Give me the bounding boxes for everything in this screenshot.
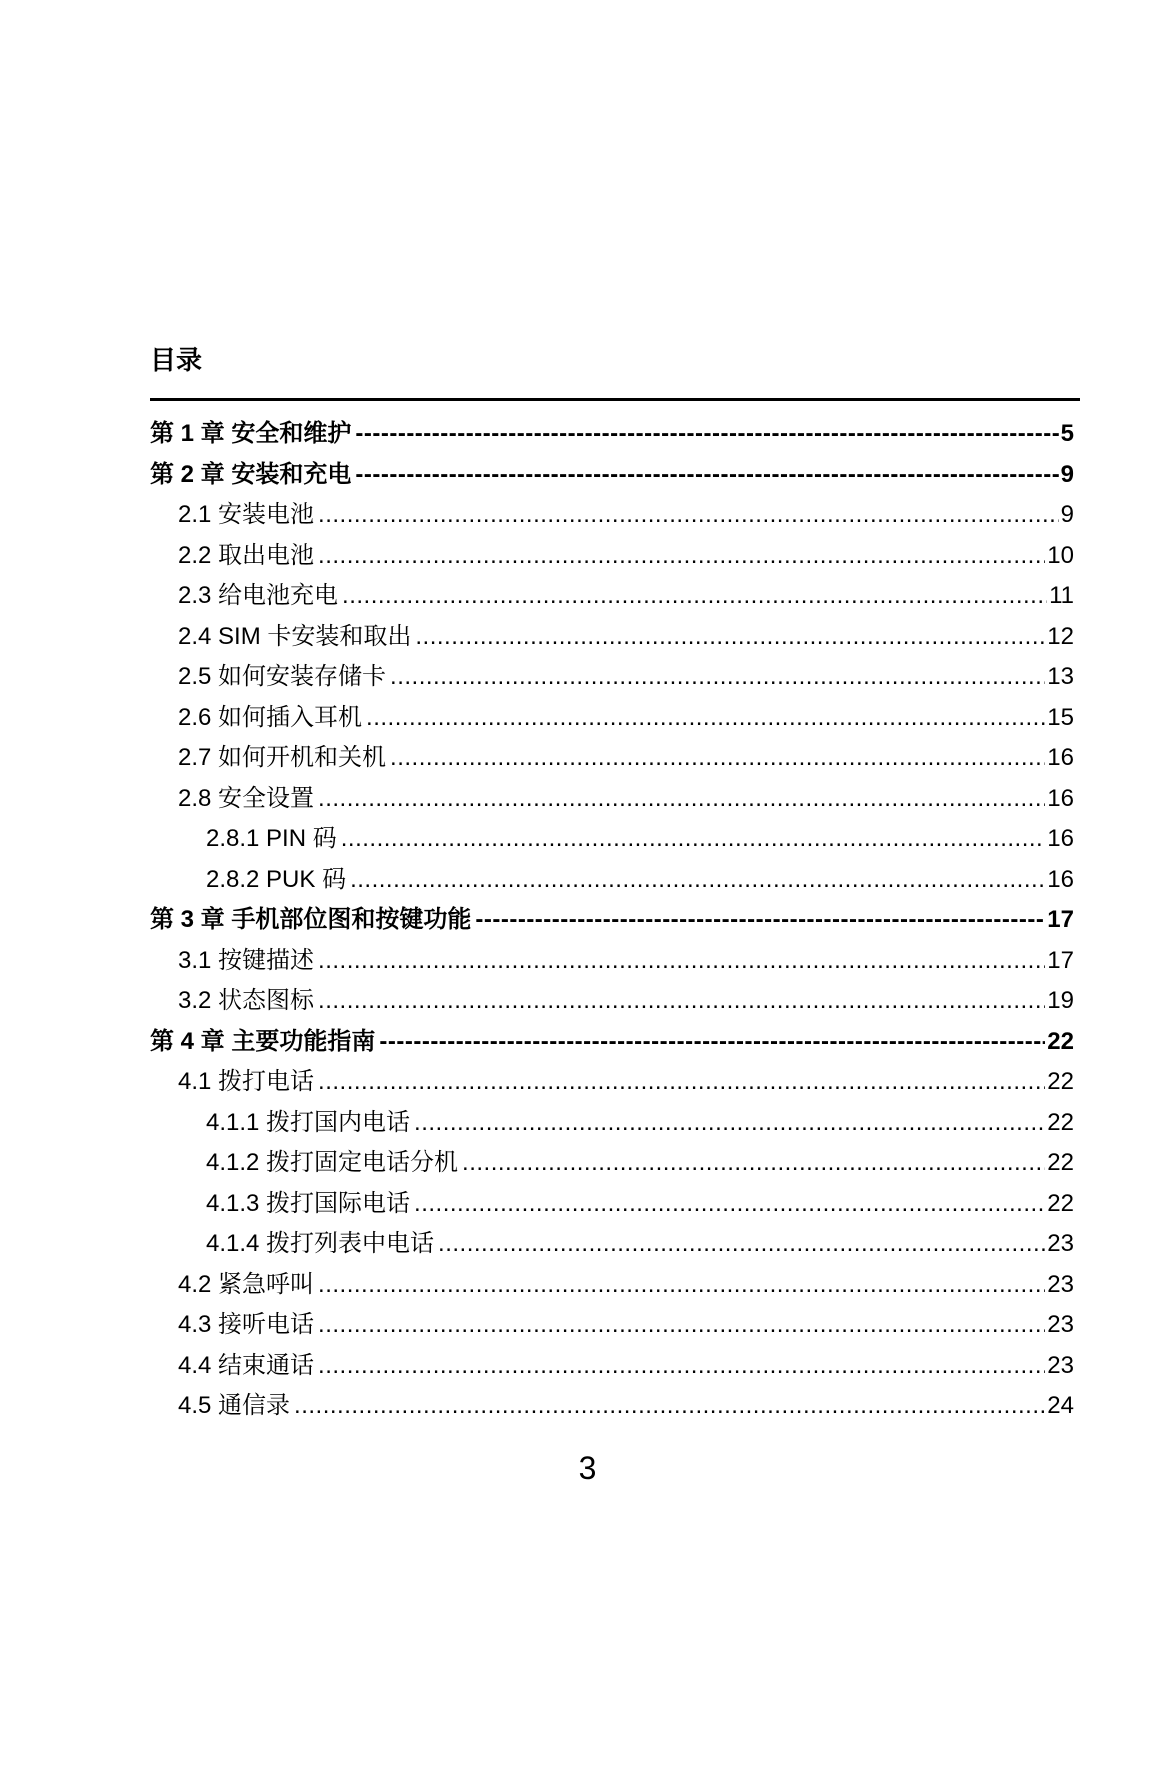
toc-entry-label: 4.1.2 拨打固定电话分机 [206,1149,459,1176]
toc-leader [475,900,1045,941]
toc-entry-label: 4.4 结束通话 [178,1351,315,1379]
toc-entry[interactable] [150,698,1074,739]
toc-entry-page: 16 [1047,744,1074,771]
toc-entry[interactable] [150,455,1074,496]
toc-leader [318,1062,1045,1103]
toc-entry-page: 23 [1047,1351,1074,1379]
toc-leader [438,1224,1045,1265]
toc-entry-label: 3.1 按键描述 [178,946,315,974]
toc-entry[interactable] [150,1103,1074,1144]
toc-entry-label: 4.5 通信录 [178,1392,291,1419]
toc-entry-label: 2.8.1 PIN 码 [206,825,337,852]
toc-entry-page: 24 [1047,1392,1074,1419]
toc-leader [318,1265,1045,1306]
page-number: 3 [578,1450,597,1486]
toc-entry-page: 22 [1047,1108,1074,1136]
toc-leader [318,941,1045,982]
toc-leader [318,495,1059,536]
toc-entry-label: 2.2 取出电池 [178,541,315,569]
toc-leader [318,1305,1045,1346]
toc-entry[interactable] [150,1224,1074,1265]
toc-entry-page: 10 [1047,541,1074,569]
toc-entry[interactable] [150,1062,1074,1103]
toc-entry-page: 15 [1047,703,1074,731]
toc-entry-label: 第 2 章 安装和充电 [150,460,352,488]
toc-entry-label: 2.5 如何安装存储卡 [178,663,387,690]
toc-entry-page: 13 [1047,663,1074,690]
toc-leader [318,536,1045,577]
toc-leader [318,779,1045,820]
toc-entry[interactable] [150,981,1074,1022]
title-rule [150,398,1080,401]
toc-entry-page: 11 [1049,582,1074,609]
toc-entry[interactable] [150,1184,1074,1225]
toc-entry-label: 4.1.4 拨打列表中电话 [206,1230,435,1257]
toc-entry-page: 23 [1047,1311,1074,1338]
toc-entry-label: 4.1 拨打电话 [178,1068,315,1095]
toc-entry-label: 4.2 紧急呼叫 [178,1270,315,1298]
toc-leader [355,455,1058,496]
toc-leader [390,738,1045,779]
toc-entry-page: 17 [1047,906,1074,933]
toc-leader [415,617,1045,658]
toc-list [150,414,1074,1427]
toc-entry[interactable] [150,1265,1074,1306]
toc-entry[interactable] [150,1305,1074,1346]
toc-entry-page: 22 [1047,1027,1074,1055]
toc-entry-page: 5 [1060,420,1074,447]
toc-entry[interactable] [150,576,1074,617]
toc-entry-page: 23 [1047,1270,1074,1298]
toc-entry-label: 4.3 接听电话 [178,1311,315,1338]
toc-leader [366,698,1045,739]
toc-entry-label: 2.6 如何插入耳机 [178,703,363,731]
toc-entry[interactable] [150,1022,1074,1063]
toc-entry-label: 2.1 安装电池 [178,501,315,528]
toc-leader [342,576,1047,617]
toc-entry[interactable] [150,657,1074,698]
page-title: 目录 [150,345,203,375]
toc-leader [414,1103,1045,1144]
toc-leader [355,414,1058,455]
toc-entry-page: 16 [1047,784,1074,812]
toc-entry[interactable] [150,1143,1074,1184]
toc-leader [318,981,1045,1022]
toc-entry-page: 19 [1047,987,1074,1014]
toc-entry[interactable] [150,819,1074,860]
toc-entry-page: 9 [1060,501,1074,528]
toc-entry-label: 第 4 章 主要功能指南 [150,1027,376,1055]
toc-entry[interactable] [150,860,1074,901]
toc-entry[interactable] [150,1346,1074,1387]
toc-entry[interactable] [150,738,1074,779]
toc-leader [462,1143,1045,1184]
toc-entry-label: 2.3 给电池充电 [178,582,339,609]
toc-entry-label: 3.2 状态图标 [178,987,315,1014]
toc-leader [390,657,1045,698]
toc-leader [341,819,1046,860]
toc-entry[interactable] [150,941,1074,982]
toc-entry[interactable] [150,495,1074,536]
toc-entry-page: 9 [1060,460,1074,488]
toc-entry-page: 12 [1047,622,1074,650]
toc-entry[interactable] [150,536,1074,577]
toc-entry-label: 第 1 章 安全和维护 [150,420,352,447]
toc-entry-label: 4.1.1 拨打国内电话 [206,1108,411,1136]
toc-leader [379,1022,1045,1063]
toc-entry-label: 2.4 SIM 卡安装和取出 [178,622,412,650]
toc-leader [318,1346,1045,1387]
toc-entry-label: 2.8.2 PUK 码 [206,865,347,893]
toc-entry-page: 16 [1047,865,1074,893]
toc-entry[interactable] [150,617,1074,658]
toc-leader [414,1184,1045,1225]
toc-entry-page: 22 [1047,1189,1074,1217]
toc-entry-page: 17 [1047,946,1074,974]
toc-entry-label: 4.1.3 拨打国际电话 [206,1189,411,1217]
toc-entry-label: 2.7 如何开机和关机 [178,744,387,771]
toc-leader [350,860,1045,901]
toc-entry[interactable] [150,779,1074,820]
toc-entry[interactable] [150,1386,1074,1427]
toc-leader [294,1386,1045,1427]
toc-entry[interactable] [150,900,1074,941]
toc-entry-page: 23 [1047,1230,1074,1257]
toc-entry-page: 22 [1047,1068,1074,1095]
toc-entry-page: 22 [1047,1149,1074,1176]
toc-entry-label: 第 3 章 手机部位图和按键功能 [150,906,472,933]
toc-entry-page: 16 [1047,825,1074,852]
toc-entry[interactable] [150,414,1074,455]
toc-entry-label: 2.8 安全设置 [178,784,315,812]
